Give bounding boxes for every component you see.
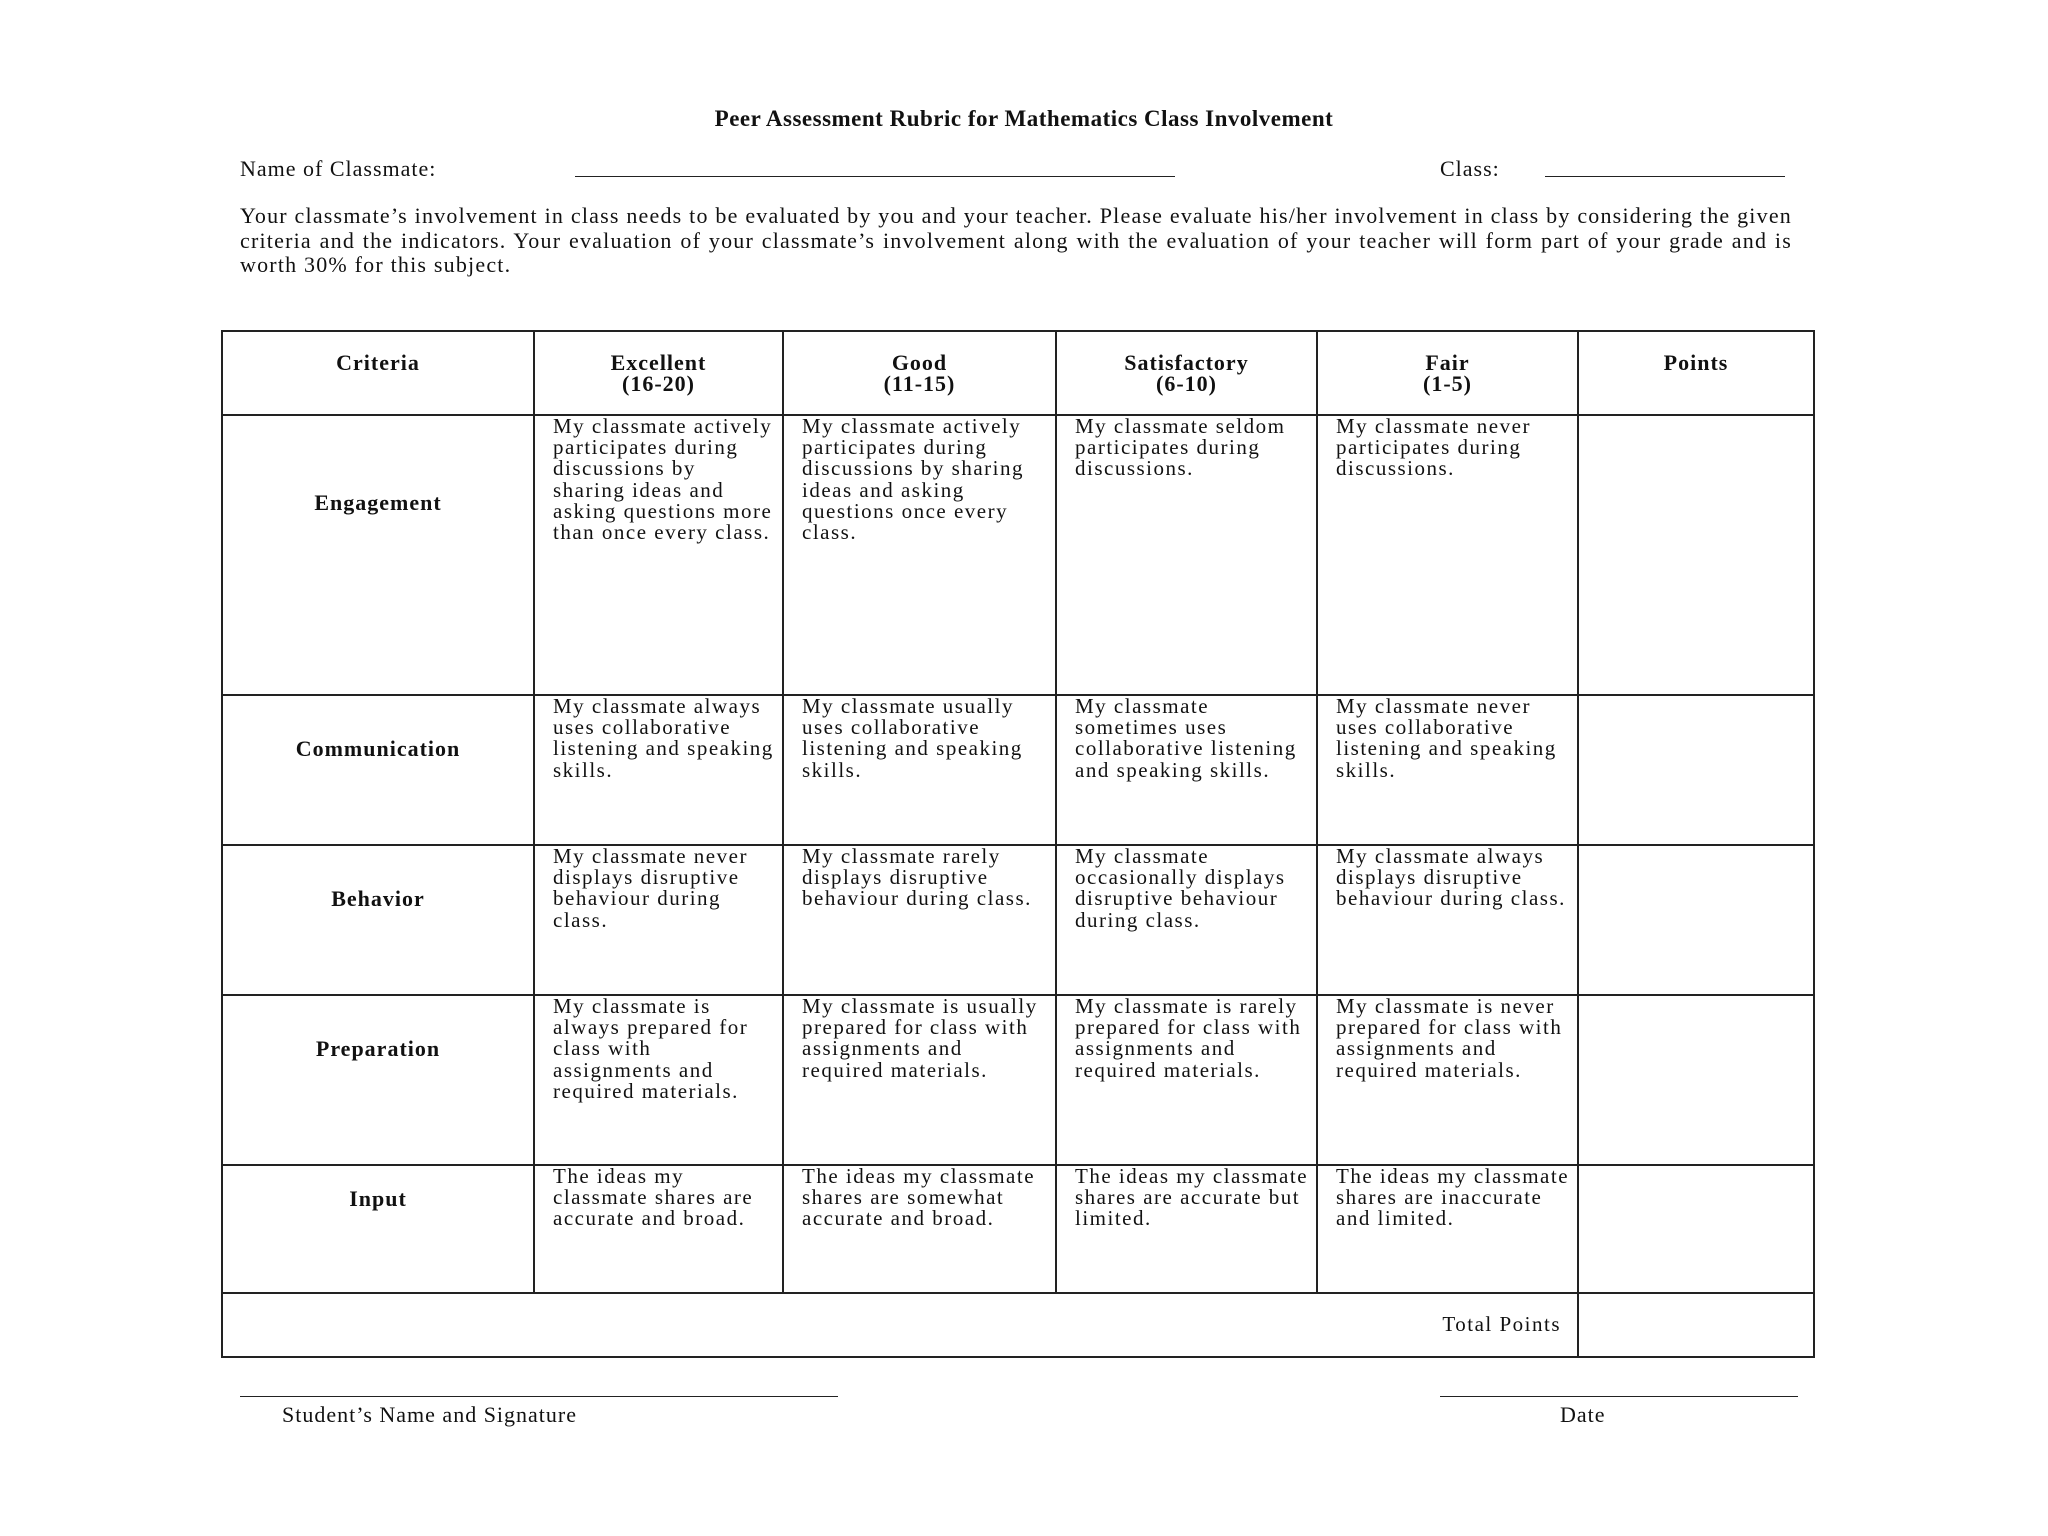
points-cell[interactable] xyxy=(1578,845,1814,995)
cell-good: My classmate is usually prepared for class with assignments and required materials. xyxy=(783,995,1056,1165)
date-label: Date xyxy=(1560,1402,1606,1427)
points-cell[interactable] xyxy=(1578,415,1814,695)
signature-line[interactable] xyxy=(240,1396,838,1397)
date-line[interactable] xyxy=(1440,1396,1798,1397)
criterion-preparation: Preparation xyxy=(222,995,534,1165)
table-row xyxy=(222,995,1814,1165)
total-row xyxy=(222,1293,1814,1357)
total-points-cell[interactable] xyxy=(1578,1293,1814,1357)
header-good: Good (11-15) xyxy=(783,331,1056,415)
cell-excellent: My classmate is always prepared for class with assignments and required materials. xyxy=(534,995,783,1165)
cell-excellent: My classmate never displays disruptive behaviour during class. xyxy=(534,845,783,995)
class-label: Class: xyxy=(1440,156,1500,181)
cell-good: My classmate rarely displays disruptive behaviour during class. xyxy=(783,845,1056,995)
cell-fair: The ideas my classmate shares are inaccurate and limited. xyxy=(1317,1165,1578,1293)
cell-satisfactory: My classmate occasionally displays disruptive behaviour during class. xyxy=(1056,845,1317,995)
cell-fair: My classmate always displays disruptive behaviour during class. xyxy=(1317,845,1578,995)
header-satisfactory: Satisfactory (6-10) xyxy=(1056,331,1317,415)
cell-excellent: My classmate always uses collaborative listening and speaking skills. xyxy=(534,695,783,845)
table-row xyxy=(222,415,1814,695)
cell-satisfactory: My classmate sometimes uses collaborative listening and speaking skills. xyxy=(1056,695,1317,845)
cell-fair: My classmate never participates during discussions. xyxy=(1317,415,1578,695)
header-criteria: Criteria xyxy=(222,331,534,415)
cell-fair: My classmate never uses collaborative listening and speaking skills. xyxy=(1317,695,1578,845)
cell-good: My classmate actively participates during discussions by sharing ideas and asking questions once every class. xyxy=(783,415,1056,695)
criterion-engagement: Engagement xyxy=(222,415,534,695)
header-fair: Fair (1-5) xyxy=(1317,331,1578,415)
cell-satisfactory: My classmate seldom participates during discussions. xyxy=(1056,415,1317,695)
table-row xyxy=(222,1165,1814,1293)
cell-fair: My classmate is never prepared for class with assignments and required materials. xyxy=(1317,995,1578,1165)
header-points: Points xyxy=(1578,331,1814,415)
cell-good: My classmate usually uses collaborative listening and speaking skills. xyxy=(783,695,1056,845)
instructions-paragraph: Your classmate’s involvement in class needs to be evaluated by you and your teacher. Please evaluate his/her involvement in class by considering the given criteria and the indicators. Your evaluation of your classmate’s involvement along with the evaluation of your teacher will form part of your grade and is worth 30% for this subject. xyxy=(240,203,1792,277)
rubric-table xyxy=(221,330,1815,1358)
cell-excellent: The ideas my classmate shares are accurate and broad. xyxy=(534,1165,783,1293)
criterion-communication: Communication xyxy=(222,695,534,845)
header-excellent: Excellent (16-20) xyxy=(534,331,783,415)
classmate-name-field[interactable] xyxy=(575,176,1175,177)
points-cell[interactable] xyxy=(1578,695,1814,845)
criterion-input: Input xyxy=(222,1165,534,1293)
table-row xyxy=(222,695,1814,845)
total-points-label: Total Points xyxy=(222,1293,1578,1357)
document-title: Peer Assessment Rubric for Mathematics Class Involvement xyxy=(714,106,1334,131)
classmate-name-label: Name of Classmate: xyxy=(240,156,437,181)
class-field[interactable] xyxy=(1545,176,1785,177)
points-cell[interactable] xyxy=(1578,995,1814,1165)
criterion-behavior: Behavior xyxy=(222,845,534,995)
cell-good: The ideas my classmate shares are somewhat accurate and broad. xyxy=(783,1165,1056,1293)
table-row xyxy=(222,845,1814,995)
signature-label: Student’s Name and Signature xyxy=(282,1402,578,1427)
cell-excellent: My classmate actively participates during discussions by sharing ideas and asking questions more than once every class. xyxy=(534,415,783,695)
cell-satisfactory: My classmate is rarely prepared for class with assignments and required materials. xyxy=(1056,995,1317,1165)
points-cell[interactable] xyxy=(1578,1165,1814,1293)
cell-satisfactory: The ideas my classmate shares are accurate but limited. xyxy=(1056,1165,1317,1293)
header-row xyxy=(222,331,1814,415)
